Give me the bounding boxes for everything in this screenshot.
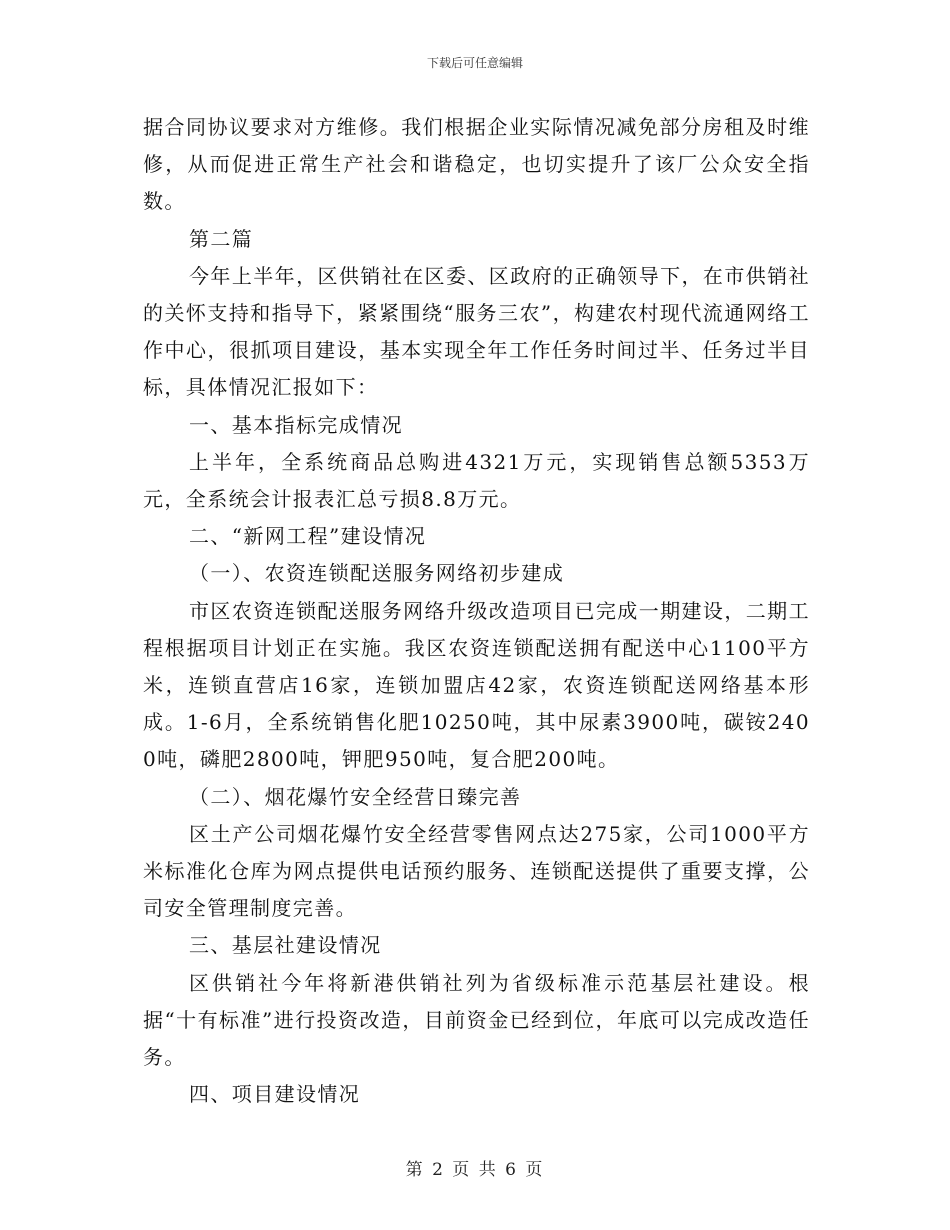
subheading-fireworks-safety: （二）、烟花爆竹安全经营日臻完善 [189, 784, 522, 809]
paragraph-grassroots-coop: 区供销社今年将新港供销社列为省级标准示范基层社建设。根据“十有标准”进行投资改造，目前资金已经到位，年底可以完成改造任务。 [143, 970, 810, 1070]
paragraph-basic-indicators: 上半年，全系统商品总购进4321万元，实现销售总额5353万元，全系统会计报表汇总亏损8.8万元。 [143, 449, 810, 512]
paragraph-agri-supply-network: 市区农资连锁配送服务网络升级改造项目已完成一期建设，二期工程根据项目计划正在实施。我区农资连锁配送拥有配送中心1100平方米，连锁直营店16家，连锁加盟店42家，农资连锁配送网络基本形成。1-6月，全系统销售化肥10250吨，其中尿素3900吨，碳铵2400吨，磷肥2800吨，钾肥950吨，复合肥200吨。 [143, 598, 810, 772]
page-number: 第 2 页 共 6 页 [405, 1160, 545, 1180]
header-note: 下载后可任意编辑 [426, 56, 523, 70]
section-title-second-article: 第二篇 [189, 226, 254, 251]
heading-basic-indicators: 一、基本指标完成情况 [189, 412, 403, 437]
heading-new-network-project: 二、“新网工程”建设情况 [189, 524, 427, 549]
paragraph-1: 据合同协议要求对方维修。我们根据企业实际情况减免部分房租及时维修，从而促进正常生产社会和谐稳定，也切实提升了该厂公众安全指数。 [143, 115, 810, 214]
paragraph-intro: 今年上半年，区供销社在区委、区政府的正确领导下，在市供销社的关怀支持和指导下，紧紧围绕“服务三农”，构建农村现代流通网络工作中心，很抓项目建设，基本实现全年工作任务时间过半、任务过半目标，具体情况汇报如下： [143, 263, 810, 400]
subheading-agri-supply-network: （一）、农资连锁配送服务网络初步建成 [189, 561, 565, 586]
document-body [143, 109, 810, 1113]
heading-project-construction: 四、项目建设情况 [189, 1082, 361, 1107]
paragraph-fireworks-safety: 区土产公司烟花爆竹安全经营零售网点达275家，公司1000平方米标准化仓库为网点提供电话预约服务、连锁配送提供了重要支撑，公司安全管理制度完善。 [143, 821, 810, 921]
heading-grassroots-coop: 三、基层社建设情况 [189, 933, 382, 958]
